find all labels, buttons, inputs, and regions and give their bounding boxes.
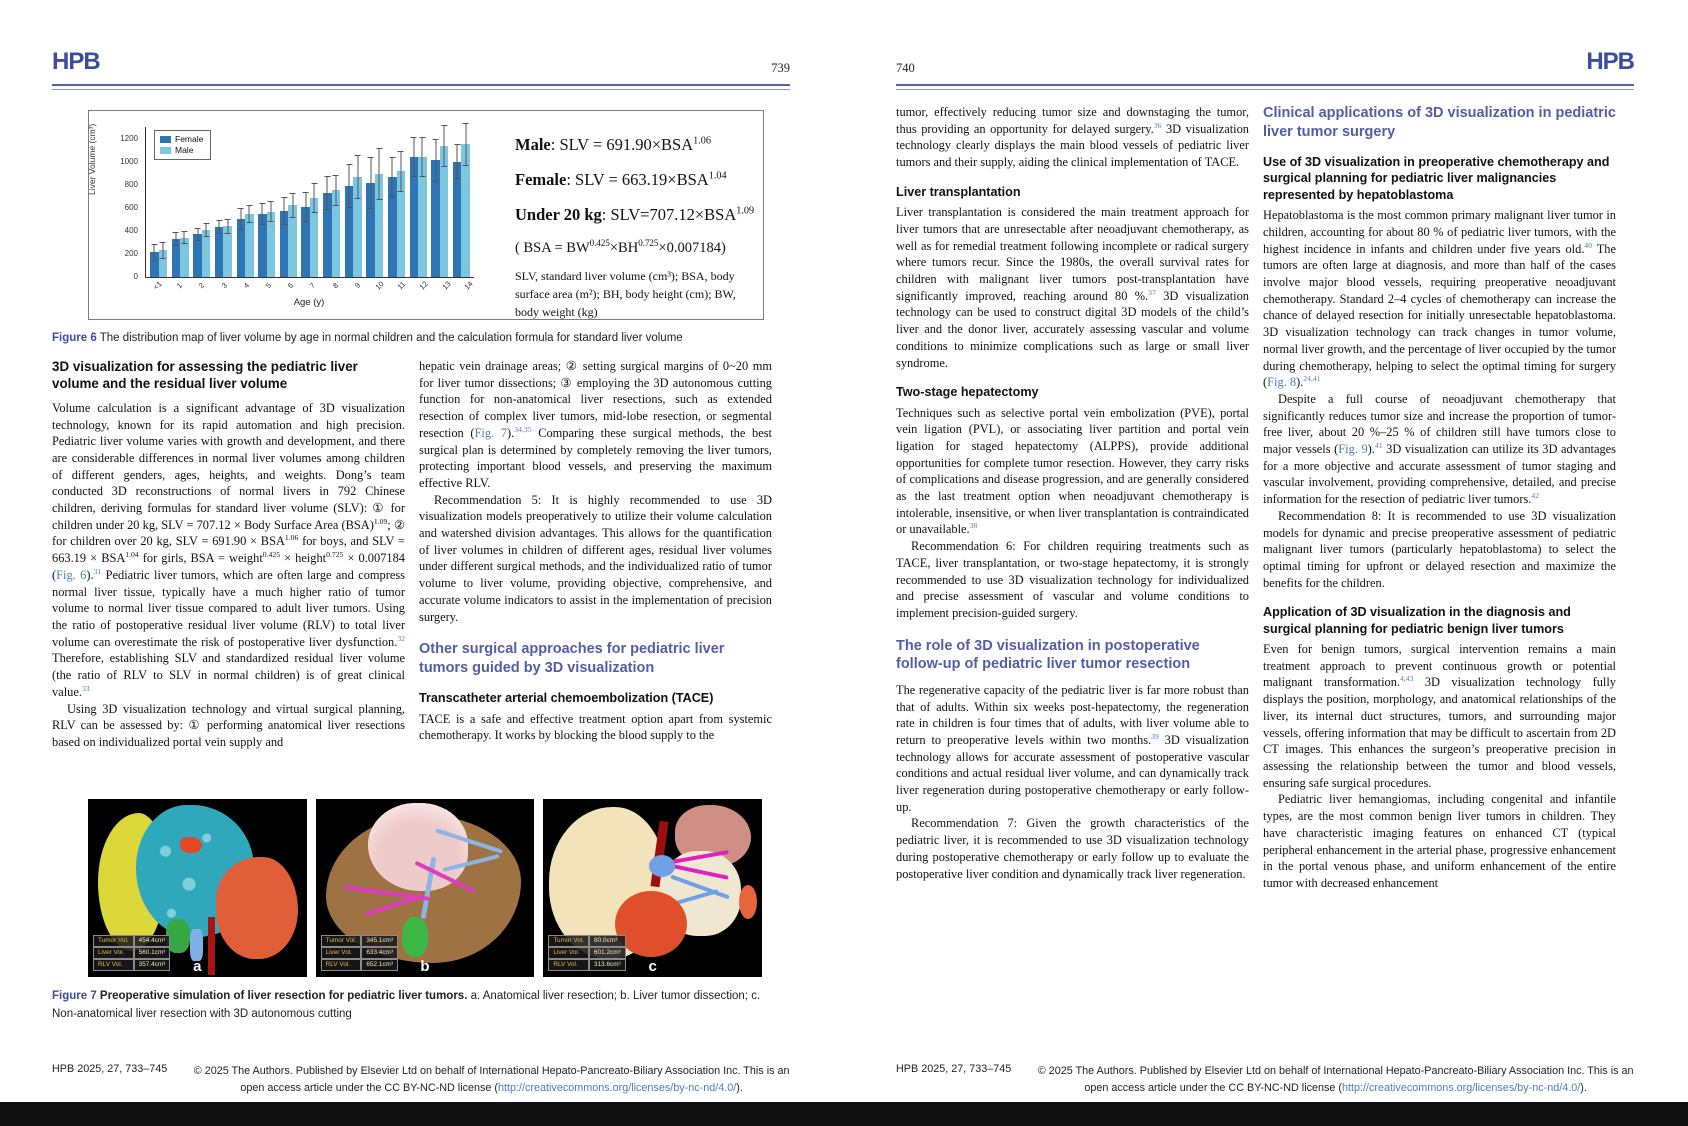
- paragraph: Volume calculation is a significant advantage of 3D visualization technology, known for its rapid automation and high precision. Pediatric liver volume varies with growth and development, and there are considerable differences in normal liver volumes among children of different genders, ages, heights, and weights. Dong’s team conducted 3D reconstructions of normal livers in 792 Chinese children, deriving formulas for standard liver volume (SLV): ① for children under 20 kg, SLV = 707.12 × Body Surface Area (BSA)$^{1.09}$; ② for children over 20 kg, SLV = $691.90 \times BSA^{1.06}$ for boys, and SLV = $663.19 \times BSA^{1.04}$ for girls, BSA = weight$^{0.425}$ × height$^{0.725}$ × 0.007184 (Fig. 6).$^{31}$ Pediatric liver tumors, which are often large and compress normal liver tissue, typically have a much higher ratio of tumor volume to normal liver tissue compared to adult liver tumors. Using the ratio of postoperative residual liver volume (RLV) to total liver volume can overestimate the risk of postoperative liver dysfunction.$^{32}$ Therefore, establishing SLV and standardized residual liver volume (the ratio of RLV to SLV in normal children) is of great clinical value.$^{33}$: [52, 400, 405, 699]
- formula-male-expression: : SLV = $691.90\times BSA^{1.06}$: [550, 135, 712, 154]
- paragraph: Even for benign tumors, surgical intervention remains a main treatment approach to prevent continuous growth or potential malignant transformation.$^{4,43}$ 3D visualization technology fully displays the position, morphology, and anatomical relationships of the liver, its internal duct structures, tumors, and surrounding major vessels, offering information that may be difficult to ascertain from 2D CT images. This enhances the surgeon’s preoperative precision in assessing the relationship between the tumor and blood vessels, ensuring safe surgical procedures.: [1263, 642, 1616, 790]
- panel-letter: b: [420, 958, 430, 975]
- citation-reference[interactable]: 34,35: [514, 424, 532, 434]
- stat-value: 80.0cm³: [589, 935, 626, 947]
- stat-label: RLV Vol.: [93, 959, 134, 971]
- stat-value: 313.6cm³: [589, 959, 626, 971]
- body-columns-740: [896, 104, 1616, 1056]
- error-bar: [262, 203, 263, 225]
- formula-under20-expression: : $SLV=707.12\times BSA^{1.09}$: [601, 205, 755, 224]
- paragraph: Using 3D visualization technology and virtual surgical planning, RLV can be assessed by: ① performing anatomical liver resections based on individualized portal vein supply and: [52, 701, 405, 749]
- chart-legend: [154, 130, 211, 160]
- bar-slot: [410, 127, 419, 277]
- bar-male: [223, 226, 232, 277]
- stat-value: 601.2cm³: [589, 947, 626, 959]
- copyright-prefix: © 2025 The Authors. Published by Elsevier Ltd on behalf of International Hepato-Pancreato-Biliary Association Inc. This is an open access article under the CC BY-NC-ND license (: [193, 1065, 790, 1094]
- license-link[interactable]: http://creativecommons.org/licenses/by-nc-nd/4.0/: [498, 1081, 737, 1094]
- figure-reference[interactable]: Fig. 7: [474, 425, 508, 440]
- stat-value: 357.4cm³: [134, 959, 171, 971]
- figure7-panel-b: [316, 799, 535, 977]
- stat-label: Tumor Vol.: [93, 935, 134, 947]
- citation-reference[interactable]: 36: [1153, 120, 1162, 130]
- exponent: 1.09: [373, 516, 388, 526]
- error-bar: [465, 123, 466, 166]
- error-bar: [305, 192, 306, 222]
- subheading-tace: Transcatheter arterial chemoembolization (TACE): [419, 691, 714, 706]
- bar-female: [215, 227, 224, 277]
- exponent: 0.425: [589, 238, 610, 249]
- page-header: [896, 44, 1634, 78]
- x-tick-label: 13: [440, 279, 453, 292]
- error-bar: [175, 232, 176, 246]
- page-header: [52, 44, 790, 78]
- stat-label: Tumor Vol.: [548, 935, 589, 947]
- subheading-benign-liver-tumors: Application of 3D visualization in the diagnosis and surgical planning for pediatric benign liver tumors: [1263, 605, 1571, 636]
- x-tick-label: 2: [197, 280, 207, 291]
- page-footer: [896, 1063, 1634, 1096]
- bar-slot: [345, 127, 354, 277]
- taskbar-strip: [0, 1102, 1688, 1126]
- figure7-caption-text: a. Anatomical liver resection; b. Liver tumor dissection; c. Non-anatomical liver resection with 3D autonomous cutting: [52, 990, 761, 1020]
- bar-slot: [223, 127, 232, 277]
- copyright-suffix: ).: [1580, 1081, 1587, 1094]
- paragraph: hepatic vein drainage areas; ② setting surgical margins of 0~20 mm for liver tumor dissections; ③ employing the 3D autonomous cutting function for non-anatomical liver resections, such as extended resection of complex liver tumors, mid-lobe resection, or segmental resection (Fig. 7).$^{34,35}$ Comparing these surgical methods, the best surgical plan is determined by completely removing the liver tumors, protecting important blood vessels, and preserving the maximum effective RLV.: [419, 359, 772, 490]
- bar-slot: [440, 127, 449, 277]
- column-right: [419, 358, 772, 794]
- stat-label: Liver Vol.: [321, 947, 362, 959]
- bar-slot: [267, 127, 276, 277]
- tumor-shape: [615, 891, 687, 957]
- bar-group: [280, 127, 297, 277]
- y-tick-label: 200: [124, 248, 138, 258]
- exponent: 0.725: [326, 550, 344, 560]
- bar-slot: [353, 127, 362, 277]
- paragraph-recommendation-7: Recommendation 7: Given the growth characteristics of the pediatric liver, it is recommended to use 3D visualization technology during postoperative chemotherapy or early follow up to evaluate the postoperative liver condition and dynamically track liver regeneration.: [896, 816, 1249, 881]
- figure7-caption-label: Figure 7: [52, 990, 97, 1002]
- x-tick-label: 7: [308, 280, 318, 291]
- bar-slot: [461, 127, 470, 277]
- exponent: 1.06: [284, 533, 299, 543]
- header-rule: [52, 84, 790, 90]
- x-tick-label: 11: [395, 279, 408, 292]
- error-bar: [327, 176, 328, 209]
- copyright-text: [193, 1063, 790, 1096]
- copyright-text: [1037, 1063, 1634, 1096]
- error-bar: [219, 220, 220, 234]
- paragraph: The regenerative capacity of the pediatric liver is far more robust than that of adults. Within six weeks post-hepatectomy, the regeneration rate in children is four times that of adults, with liver volume able to return to preoperative levels within two months.$^{39}$ 3D visualization technology allows for accurate assessment of postoperative vascular conditions and actual residual liver volume, and can dynamically track liver regeneration during postoperative chemotherapy or early follow-up.: [896, 682, 1250, 814]
- stat-label: Liver Vol.: [93, 947, 134, 959]
- error-bar: [370, 157, 371, 209]
- figure7-images: [88, 799, 762, 977]
- bar-slot: [418, 127, 427, 277]
- bar-group: [237, 127, 254, 277]
- bar-slot: [366, 127, 375, 277]
- error-bar: [197, 228, 198, 241]
- copyright-prefix: © 2025 The Authors. Published by Elsevier Ltd on behalf of International Hepato-Pancreato-Biliary Association Inc. This is an open access article under the CC BY-NC-ND license (: [1037, 1065, 1634, 1094]
- bar-slot: [215, 127, 224, 277]
- error-bar: [154, 244, 155, 261]
- legend-swatch: [160, 136, 171, 143]
- license-link[interactable]: http://creativecommons.org/licenses/by-nc-nd/4.0/: [1342, 1081, 1581, 1094]
- panel-letter: c: [648, 958, 657, 975]
- bar-slot: [397, 127, 406, 277]
- section-heading-volume: 3D visualization for assessing the pediatric liver volume and the residual liver volume: [52, 359, 358, 392]
- subheading-two-stage-hepatectomy: Two-stage hepatectomy: [896, 385, 1039, 400]
- paragraph-recommendation-6: Recommendation 6: For children requiring treatments such as TACE, liver transplantation, or two-stage hepatectomy, it is strongly recommended to use 3D visualization technology for individualized and precise assessment of vascular and volume conditions to implement precision-guided surgery.: [896, 539, 1249, 620]
- copyright-suffix: ).: [736, 1081, 743, 1094]
- bar-group: [258, 127, 275, 277]
- legend-swatch: [160, 147, 171, 154]
- bar-slot: [388, 127, 397, 277]
- journal-citation: HPB 2025, 27, 733–745: [52, 1063, 168, 1075]
- journal-citation: HPB 2025, 27, 733–745: [896, 1063, 1012, 1075]
- error-bar: [349, 164, 350, 208]
- gallbladder-shape: [402, 917, 428, 957]
- stat-value: 454.4cm³: [134, 935, 171, 947]
- error-bar: [206, 223, 207, 237]
- figure6-box: [88, 110, 764, 320]
- page-739: [0, 0, 844, 1102]
- figure6-caption-text: The distribution map of liver volume by age in normal children and the calculation formula for standard liver volume: [96, 332, 683, 344]
- bar-group: [410, 127, 427, 277]
- formula-under20: [515, 205, 755, 225]
- stat-value: 652.1cm³: [361, 959, 398, 971]
- header-rule: [896, 84, 1634, 90]
- paragraph: Despite a full course of neoadjuvant chemotherapy that significantly reduces tumor size and increase the proportion of tumor-free liver, about 20 %–25 % of children still have tumors close to major vessels (Fig. 9).$^{41}$ 3D visualization can utilize its 3D advantages for a more objective and accurate assessment of tumor staging and vascular involvement, providing comprehensive, detailed, and precise information for the resection of pediatric liver tumors.$^{42}$: [1263, 391, 1616, 507]
- section-heading-clinical-applications: Clinical applications of 3D visualization in pediatric liver tumor surgery: [1263, 105, 1616, 140]
- legend-label: Male: [175, 145, 194, 155]
- x-tick-label: 4: [241, 280, 251, 291]
- bar-slot: [332, 127, 341, 277]
- bar-female: [193, 234, 202, 277]
- paragraph-recommendation-5: Recommendation 5: It is highly recommended to use 3D visualization models preoperatively to utilize their volume calculation and watershed division advantages. This allows for the quantification of liver volumes in children of different ages, residual liver volumes under different surgical methods, and the individualized ratio of tumor volume to liver volume, providing objective, comprehensive, and accurate volume indicators to assist in the implementation of precision surgery.: [419, 492, 772, 624]
- x-tick-label: 14: [462, 279, 475, 292]
- error-bar: [314, 183, 315, 213]
- error-bar: [444, 125, 445, 167]
- paragraph-recommendation-8: Recommendation 8: It is recommended to use 3D visualization models for dynamic and precise preoperative assessment of pediatric malignant liver tumors (particularly hepatoblastoma) to select the optimal timing for upfront or delayed resection and maximize the benefits for the children.: [1263, 508, 1616, 590]
- error-bar: [422, 137, 423, 177]
- exponent: 1.04: [708, 170, 727, 182]
- bar-slot: [431, 127, 440, 277]
- citation-reference[interactable]: 4,43: [1400, 674, 1414, 684]
- stat-label: Liver Vol.: [548, 947, 589, 959]
- citation-reference[interactable]: 24,41: [1303, 374, 1321, 384]
- slv-formulas: [491, 111, 763, 319]
- volume-stats-overlay: [321, 935, 398, 971]
- paragraph: Techniques such as selective portal vein embolization (PVE), portal vein ligation (PVL), or associating liver partition and portal vein ligation for staged hepatectomy (ALPPS), provide additional opportunities for complete tumor resection. However, they carry risks of complications and disease progression, and are generally considered as the last treatment option when neoadjuvant chemotherapy is intolerable, insensitive, or when liver transplantation is contraindicated or unavailable.$^{38}$: [896, 405, 1249, 537]
- exponent: 0.725: [638, 238, 659, 249]
- legend-entry: [160, 134, 203, 145]
- x-tick-label: 8: [330, 280, 340, 291]
- exponent: 1.04: [125, 550, 139, 560]
- subheading-preoperative-chemotherapy: Use of 3D visualization in preoperative chemotherapy and surgical planning for pediatric liver malignancies represented by hepatoblastoma: [1263, 155, 1610, 202]
- error-bar: [284, 197, 285, 225]
- page-number: 740: [896, 61, 915, 75]
- error-bar: [249, 205, 250, 222]
- bar-slot: [453, 127, 462, 277]
- bar-group: [388, 127, 405, 277]
- figure7-caption: [52, 988, 784, 1024]
- subheading-liver-transplantation: Liver transplantation: [896, 184, 1021, 199]
- page-740: [844, 0, 1688, 1102]
- vessel-shape: [180, 837, 202, 853]
- citation-reference[interactable]: 31: [93, 566, 102, 576]
- paragraph: tumor, effectively reducing tumor size and downstaging the tumor, thus providing an opportunity for delayed surgery.$^{36}$ 3D visualization technology clearly displays the main blood vessels of pediatric liver tumors and their supply, aiding the clinical implementation of TACE.: [896, 105, 1249, 170]
- citation-reference[interactable]: 38: [969, 521, 978, 531]
- bar-group: [431, 127, 448, 277]
- panel-letter: a: [193, 958, 202, 975]
- section-heading-other-approaches: Other surgical approaches for pediatric liver tumors guided by 3D visualization: [419, 641, 725, 676]
- citation-reference[interactable]: 37: [1148, 287, 1156, 297]
- body-columns-739: [52, 358, 772, 794]
- bar-slot: [280, 127, 289, 277]
- formula-male: [515, 135, 755, 155]
- citation-reference[interactable]: 40: [1584, 240, 1593, 250]
- figure7-caption-bold: Preoperative simulation of liver resection for pediatric liver tumors.: [96, 990, 468, 1002]
- stat-value: 633.4cm³: [361, 947, 398, 959]
- bar-slot: [301, 127, 310, 277]
- legend-label: Female: [175, 134, 204, 144]
- error-bar: [292, 193, 293, 218]
- bar-slot: [288, 127, 297, 277]
- y-tick-label: 600: [124, 202, 138, 212]
- bar-male: [202, 230, 211, 277]
- formula-bsa: ( BSA = $BW^{0.425}\times BH^{0.725}\times 0.007184$): [515, 238, 726, 256]
- stat-label: Tumor Vol.: [321, 935, 362, 947]
- x-tick-label: 10: [373, 279, 386, 292]
- paragraph: Pediatric liver hemangiomas, including congenital and infantile types, are the most common benign liver tumors in children. They have characteristic imaging features on enhanced CT (typical peripheral enhancement in the arterial phase, progressive enhancement in the portal venous phase, and uniform enhancement of the entire tumor with decreased enhancement: [1263, 792, 1616, 890]
- bar-slot: [375, 127, 384, 277]
- x-tick-label: 9: [352, 280, 362, 291]
- column-left: [896, 104, 1249, 1056]
- spleen-shape: [739, 885, 757, 919]
- paragraph: Hepatoblastoma is the most common primary malignant liver tumor in children, accounting for about 80 % of pediatric liver tumors, with the highest incidence in infants and children under five years old.$^{40}$ The tumors are often large at diagnosis, and more than half of the cases involve major blood vessels, requiring preoperative neoadjuvant chemotherapy. Standard 2–4 cycles of chemotherapy can increase the chance of delayed resection for initially unresectable hepatoblastoma. 3D visualization technology can track changes in tumor volume, normal liver growth, and the percentage of liver occupied by the tumor during chemotherapy, helping to select the optimal timing for surgery (Fig. 8).$^{24,41}$: [1263, 208, 1616, 390]
- figure6-caption: [52, 330, 784, 348]
- error-bar: [335, 175, 336, 206]
- error-bar: [435, 139, 436, 183]
- journal-logo: HPB: [52, 48, 100, 75]
- artery-shape: [208, 917, 215, 975]
- formula-male-label: Male: [515, 135, 551, 154]
- paragraph: TACE is a safe and effective treatment option apart from systemic chemotherapy. It works by blocking the blood supply to the: [419, 711, 772, 743]
- formula-abbreviations: SLV, standard liver volume (cm³); BSA, body surface area (m²); BH, body height (cm); BW, body weight (kg): [515, 269, 736, 319]
- y-tick-label: 400: [124, 225, 138, 235]
- error-bar: [400, 151, 401, 191]
- citation-reference[interactable]: 41: [1374, 440, 1383, 450]
- bar-group: [301, 127, 318, 277]
- journal-logo: HPB: [1586, 48, 1634, 75]
- figure7-panel-a: [88, 799, 307, 977]
- section-heading-postoperative-followup: The role of 3D visualization in postoperative follow-up of pediatric liver tumor resection: [896, 637, 1200, 673]
- x-tick-label: 6: [286, 280, 296, 291]
- error-bar: [379, 148, 380, 200]
- paragraph: Liver transplantation is considered the main treatment approach for liver tumors that are unresectable after neoadjuvant chemotherapy, as well as for remedial treatment following incomplete or radical surgery where tumors recur. Since the 1980s, the overall survival rates for children with malignant liver tumors post-transplantation have significantly improved, reaching around 80 %.$^{37}$ 3D visualization technology can be used to construct digital 3D models of the child’s liver and the donor liver, accurately assessing vascular and volume conditions to minimize complications such as large or small liver syndrome.: [896, 205, 1250, 370]
- exponent: 0.425: [262, 550, 281, 560]
- error-bar: [162, 242, 163, 259]
- figure7-panel-c: [543, 799, 762, 977]
- column-left: [52, 358, 405, 794]
- figure6-caption-label: Figure 6: [52, 332, 97, 344]
- y-tick-label: 1000: [120, 156, 138, 166]
- error-bar: [413, 137, 414, 177]
- volume-stats-overlay: [548, 935, 625, 971]
- page-footer: [52, 1063, 790, 1096]
- x-axis-label: Age (y): [293, 297, 325, 308]
- error-bar: [184, 231, 185, 244]
- bar-group: [345, 127, 362, 277]
- error-bar: [270, 201, 271, 222]
- y-axis-label: Liver Volume (cm³): [87, 123, 97, 195]
- stat-value: 345.1cm³: [361, 935, 398, 947]
- figure-reference[interactable]: Fig. 9: [1338, 442, 1368, 457]
- stat-label: RLV Vol.: [321, 959, 362, 971]
- formula-female: [515, 170, 755, 190]
- bar-slot: [245, 127, 254, 277]
- formula-female-label: Female: [515, 170, 567, 189]
- error-bar: [392, 157, 393, 197]
- column-right: [1263, 104, 1616, 1056]
- legend-entry: [160, 145, 203, 156]
- x-axis-ticks: [145, 281, 481, 290]
- exponent: 1.06: [693, 135, 712, 147]
- y-tick-label: 800: [124, 179, 138, 189]
- bar-slot: [258, 127, 267, 277]
- bar-male: [245, 214, 254, 277]
- x-tick-label: 3: [219, 280, 229, 291]
- y-axis-ticks: [113, 127, 141, 281]
- citation-reference[interactable]: 33: [81, 683, 90, 693]
- stat-value: 560.1cm³: [134, 947, 171, 959]
- figure-reference[interactable]: Fig. 6: [56, 567, 87, 582]
- bar-slot: [237, 127, 246, 277]
- chart-plot-area: [145, 127, 474, 278]
- x-tick-label: 12: [417, 279, 431, 292]
- y-tick-label: 0: [133, 272, 138, 281]
- bar-group: [215, 127, 232, 277]
- x-tick-label: <1: [151, 279, 164, 292]
- bar-slot: [310, 127, 319, 277]
- x-tick-label: 5: [263, 280, 274, 291]
- citation-reference[interactable]: 32: [397, 633, 405, 643]
- citation-reference[interactable]: 42: [1531, 491, 1540, 500]
- portal-vein-shape: [190, 929, 203, 961]
- bar-slot: [323, 127, 332, 277]
- x-tick-label: 1: [175, 280, 185, 291]
- error-bar: [457, 144, 458, 179]
- formula-female-expression: : SLV = $663.19\times BSA^{1.04}$: [566, 170, 727, 189]
- formula-under20-label: Under 20 kg: [515, 205, 602, 224]
- bar-group: [323, 127, 340, 277]
- stat-label: RLV Vol.: [548, 959, 589, 971]
- exponent: 1.09: [736, 205, 755, 217]
- page-number: 739: [771, 61, 790, 75]
- volume-stats-overlay: [93, 935, 170, 971]
- error-bar: [357, 155, 358, 199]
- error-bar: [227, 219, 228, 234]
- bar-group: [453, 127, 470, 277]
- y-tick-label: 1200: [120, 133, 138, 143]
- figure-reference[interactable]: Fig. 8: [1267, 375, 1297, 390]
- error-bar: [240, 208, 241, 230]
- bar-group: [366, 127, 383, 277]
- tumor-shape: [216, 857, 298, 959]
- liver-volume-chart: [87, 117, 491, 313]
- citation-reference[interactable]: 39: [1151, 731, 1159, 741]
